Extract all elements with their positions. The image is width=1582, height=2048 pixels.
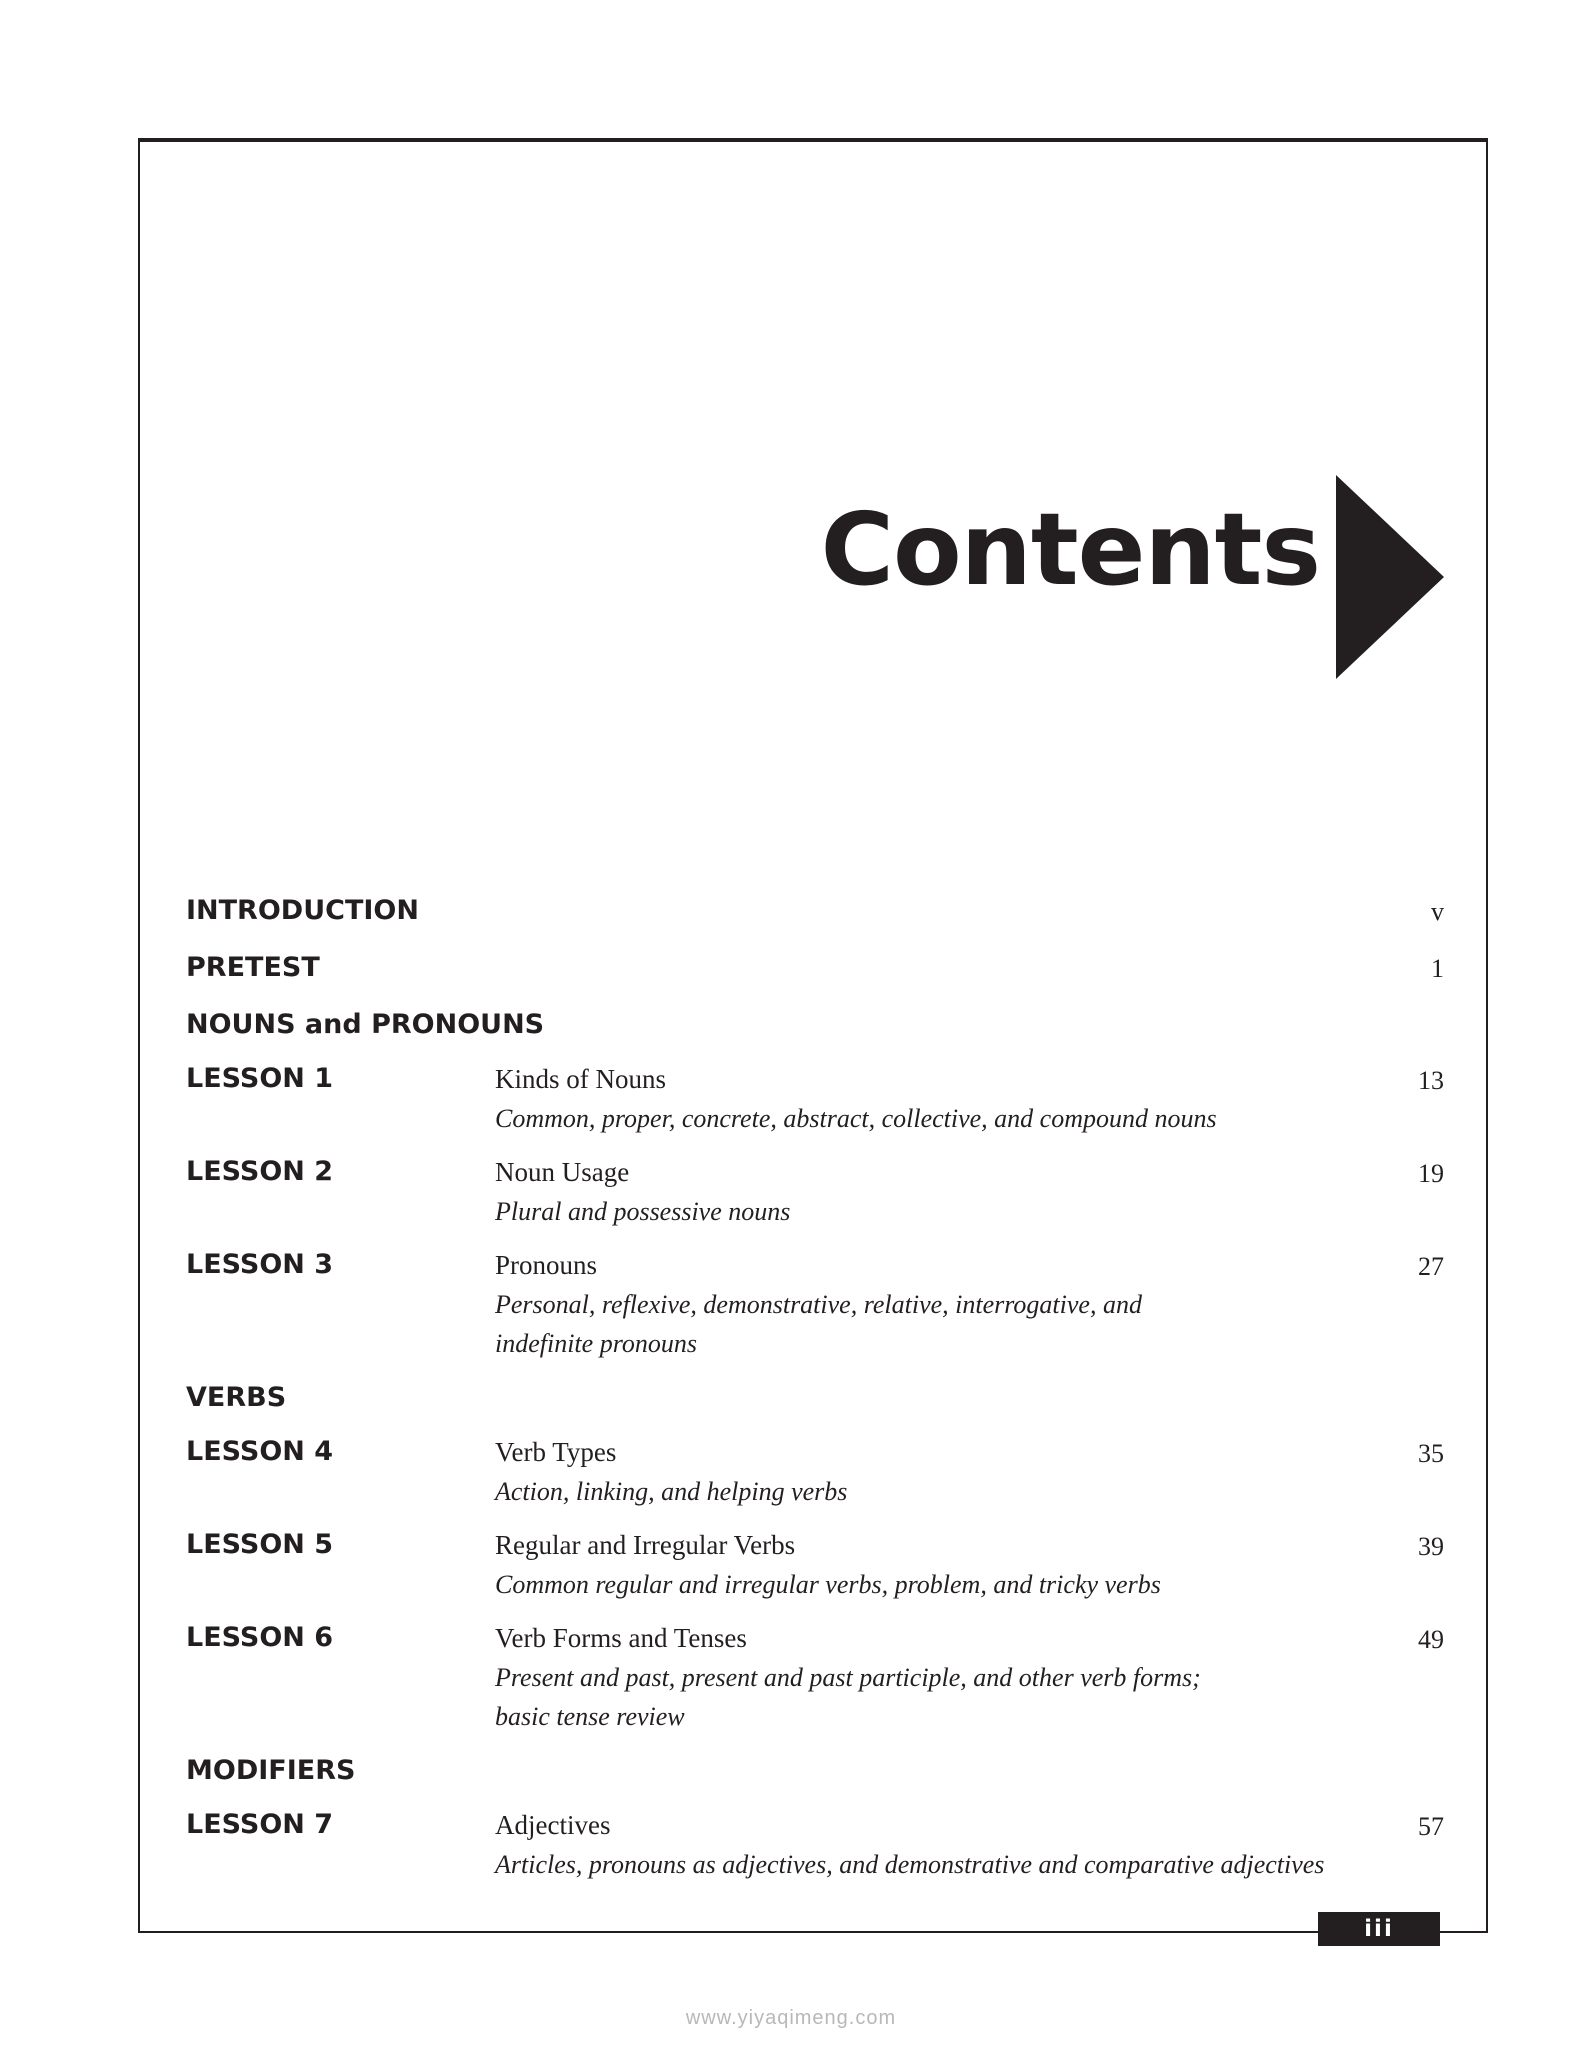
lesson-3-label[interactable]: LESSON 3 [186, 1249, 334, 1280]
lesson-6-entry[interactable] [495, 1619, 1395, 1736]
lesson-4-entry[interactable] [495, 1433, 1395, 1511]
lesson-1-page: 13 [1418, 1066, 1444, 1095]
lesson-2-entry[interactable] [495, 1153, 1395, 1231]
lesson-1-title: Kinds of Nouns [495, 1064, 667, 1094]
page-title: Contents [820, 491, 1320, 608]
lesson-6-label[interactable]: LESSON 6 [186, 1622, 334, 1653]
lesson-5-entry[interactable] [495, 1526, 1395, 1604]
lesson-4-page: 35 [1418, 1439, 1444, 1468]
lesson-3-page: 27 [1418, 1252, 1444, 1281]
lesson-7-title: Adjectives [495, 1810, 611, 1840]
lesson-3-description-line-1: Personal, reflexive, demonstrative, relative, interrogative, and [495, 1290, 1142, 1319]
lesson-5-title: Regular and Irregular Verbs [495, 1530, 796, 1560]
lesson-6-description-line-1: Present and past, present and past participle, and other verb forms; [495, 1663, 1201, 1692]
lesson-5-description: Common regular and irregular verbs, problem, and tricky verbs [495, 1570, 1161, 1599]
toc-entry-pretest-label[interactable]: PRETEST [186, 952, 320, 983]
lesson-7-description: Articles, pronouns as adjectives, and demonstrative and comparative adjectives [495, 1850, 1325, 1879]
lesson-4-title: Verb Types [495, 1437, 617, 1467]
lesson-1-label[interactable]: LESSON 1 [186, 1063, 334, 1094]
toc-entry-introduction-page: v [1431, 897, 1444, 926]
lesson-5-label[interactable]: LESSON 5 [186, 1529, 334, 1560]
lesson-4-description: Action, linking, and helping verbs [495, 1477, 848, 1506]
lesson-7-entry[interactable] [495, 1806, 1395, 1884]
lesson-3-title: Pronouns [495, 1250, 598, 1280]
lesson-4-label[interactable]: LESSON 4 [186, 1436, 334, 1467]
lesson-5-page: 39 [1418, 1532, 1444, 1561]
lesson-3-entry[interactable] [495, 1246, 1395, 1363]
lesson-3-description-line-2: indefinite pronouns [495, 1329, 697, 1358]
section-heading-verbs: VERBS [186, 1382, 287, 1413]
lesson-7-page: 57 [1418, 1812, 1444, 1841]
toc-entry-introduction-label[interactable]: INTRODUCTION [186, 895, 419, 926]
lesson-6-title: Verb Forms and Tenses [495, 1623, 747, 1653]
watermark: www.yiyaqimeng.com [685, 2007, 897, 2029]
lesson-2-title: Noun Usage [495, 1157, 630, 1187]
lesson-6-page: 49 [1418, 1625, 1444, 1654]
lesson-1-description: Common, proper, concrete, abstract, collective, and compound nouns [495, 1104, 1217, 1133]
lesson-6-description-line-2: basic tense review [495, 1702, 685, 1731]
toc-entry-pretest-page: 1 [1431, 954, 1444, 983]
lesson-2-page: 19 [1418, 1159, 1444, 1188]
lesson-1-entry[interactable] [495, 1060, 1395, 1138]
section-heading-nouns-pronouns: NOUNS and PRONOUNS [186, 1009, 545, 1040]
page-number-tab: iii [1318, 1912, 1440, 1946]
lesson-2-label[interactable]: LESSON 2 [186, 1156, 334, 1187]
lesson-7-label[interactable]: LESSON 7 [186, 1809, 334, 1840]
lesson-2-description: Plural and possessive nouns [495, 1197, 791, 1226]
section-heading-modifiers: MODIFIERS [186, 1755, 356, 1786]
